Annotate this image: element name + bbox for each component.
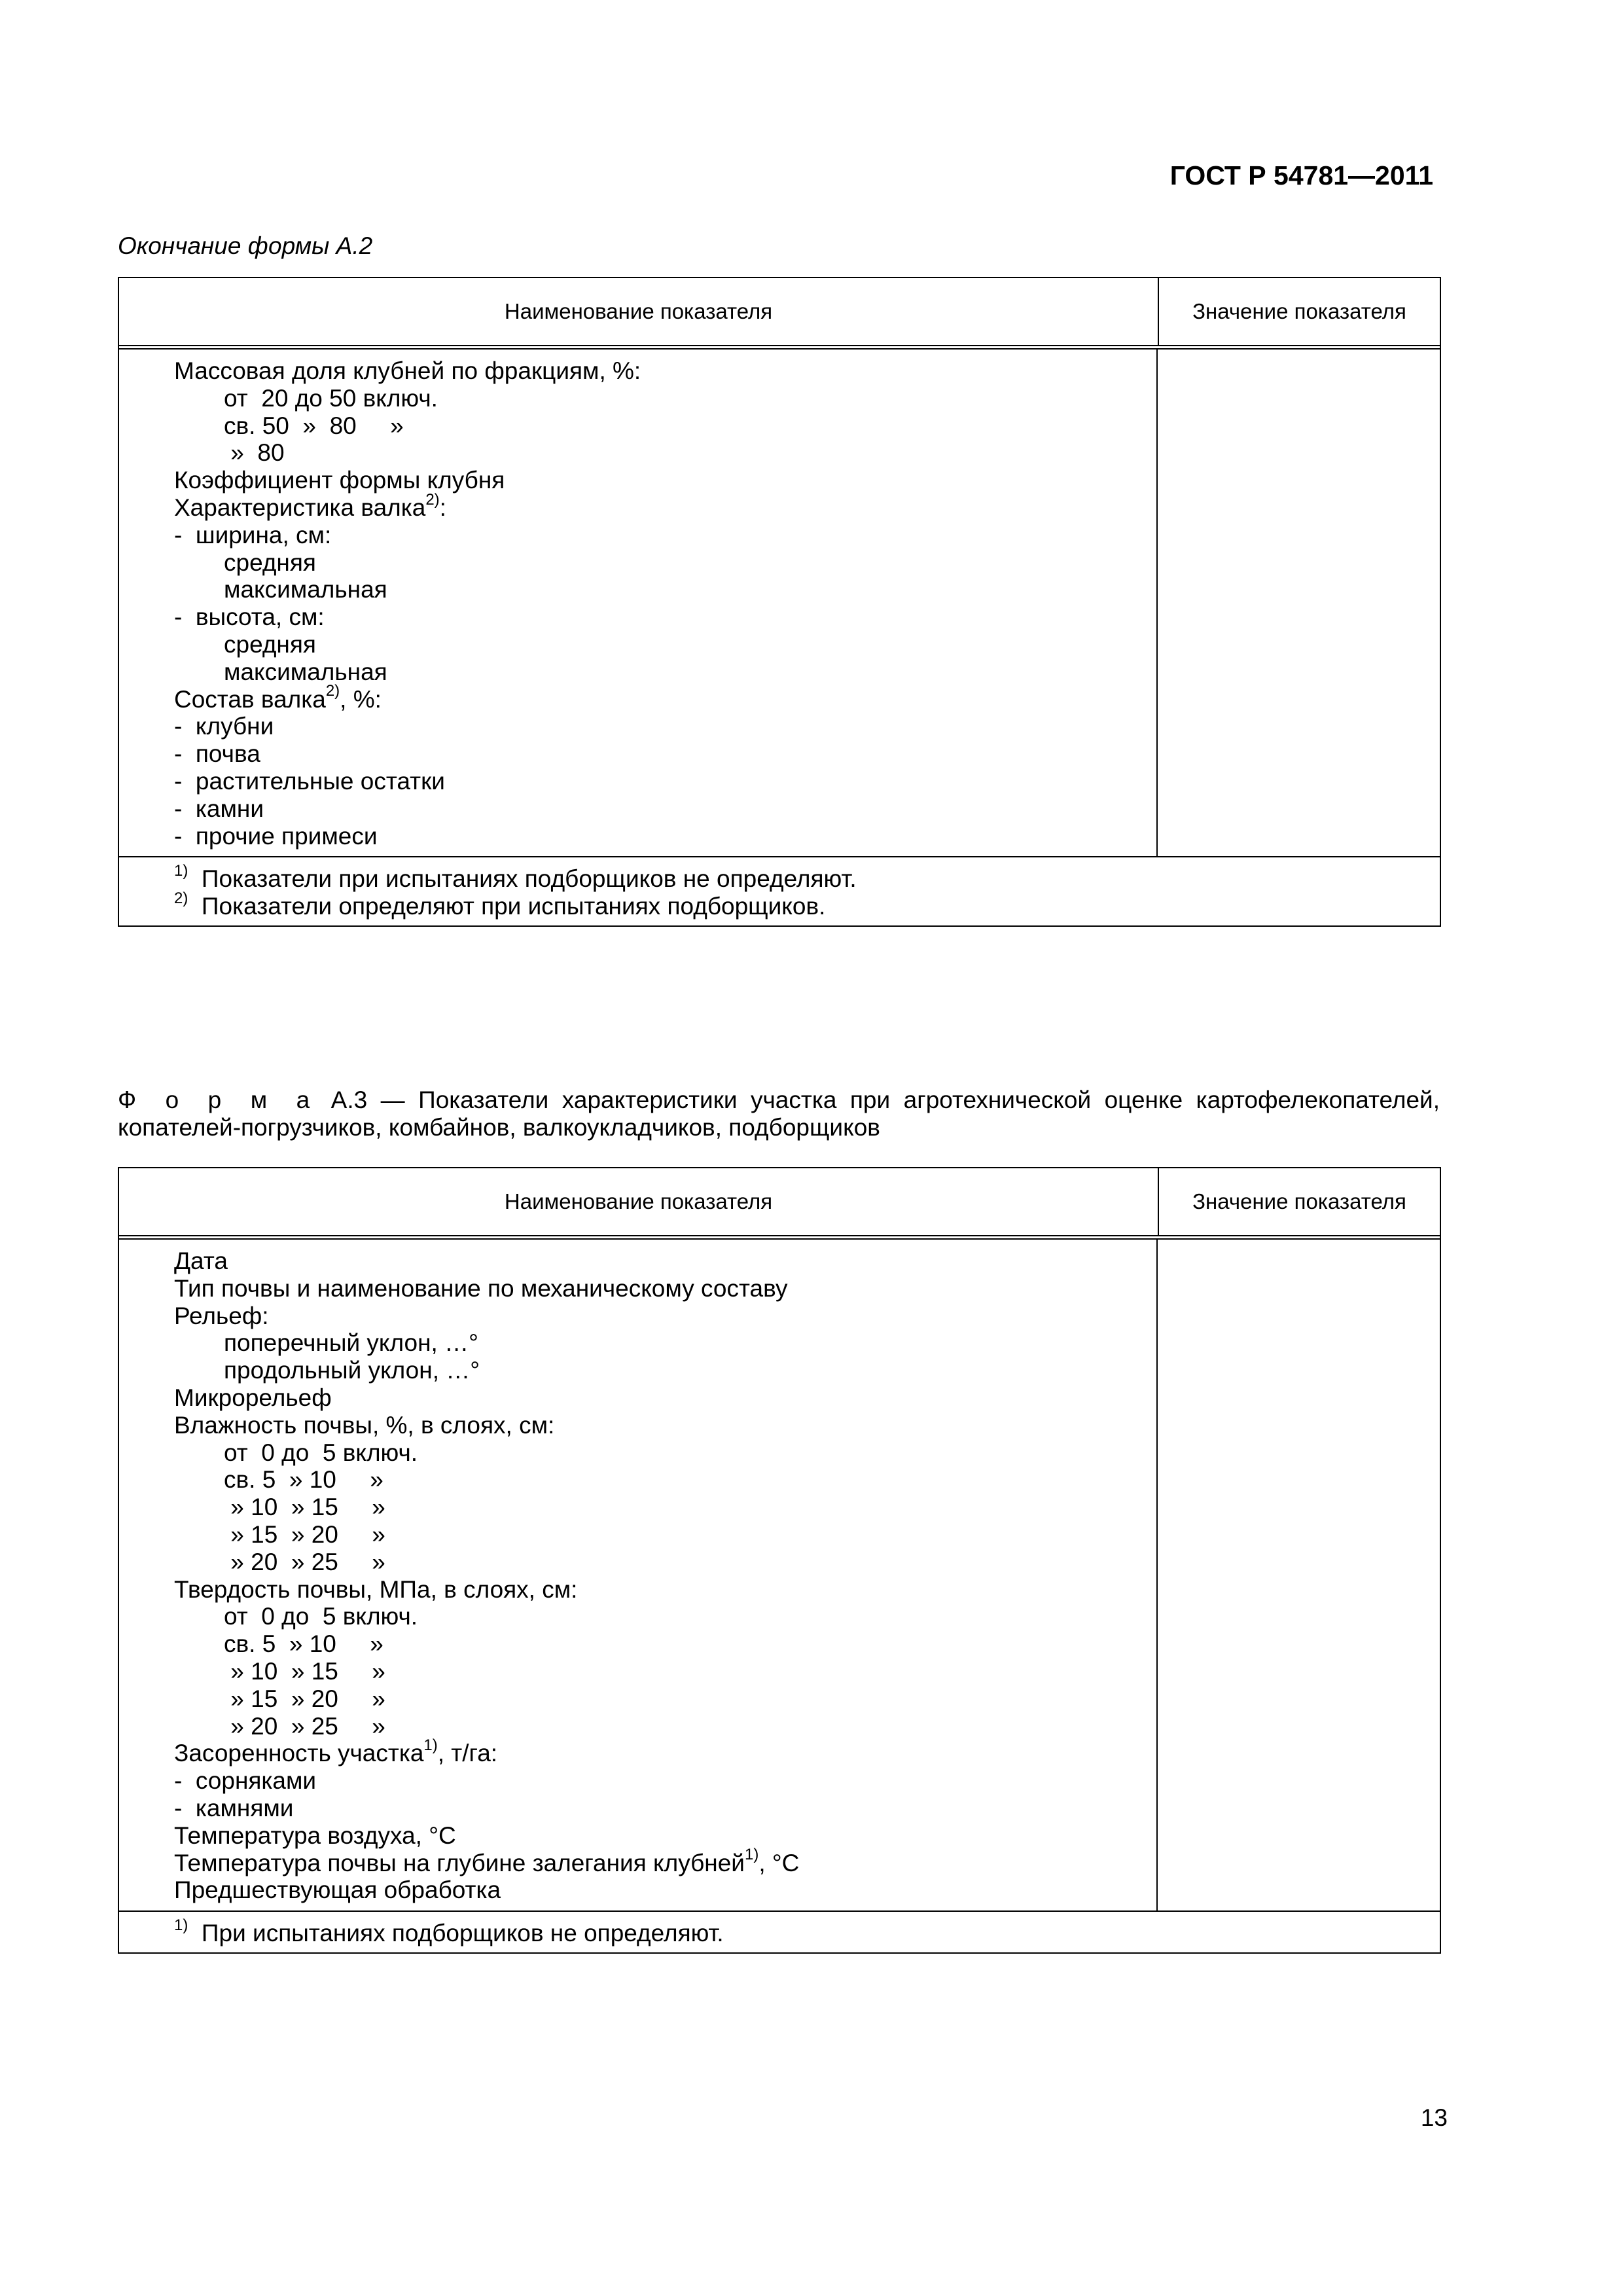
indicator-text: максимальная xyxy=(224,658,387,685)
footnote-text: Показатели определяют при испытаниях подборщиков. xyxy=(188,893,826,920)
indicator-text: поперечный уклон, …° xyxy=(224,1329,478,1357)
indicator-text: - высота, см: xyxy=(174,603,325,631)
indicator-row xyxy=(174,522,1156,549)
footnote-mark: 2) xyxy=(174,889,188,908)
indicator-text: » 10 » 15 » xyxy=(224,1494,385,1521)
indicator-text: Дата xyxy=(174,1247,228,1274)
indicator-row xyxy=(174,1846,1156,1877)
indicator-text: Коэффициент формы клубня xyxy=(174,467,505,494)
indicator-row xyxy=(174,1494,1156,1521)
indicator-text-tail: , т/га: xyxy=(437,1740,498,1767)
indicator-text: - растительные остатки xyxy=(174,767,445,795)
footnote-text: При испытаниях подборщиков не определяют. xyxy=(188,1920,724,1947)
footnote-ref: 2) xyxy=(325,682,340,700)
footnote-mark: 1) xyxy=(174,862,188,880)
indicator-row xyxy=(174,1576,1156,1604)
indicator-text: максимальная xyxy=(224,576,387,603)
indicator-row xyxy=(174,682,1156,713)
footnote-text: Показатели при испытаниях подборщиков не определяют. xyxy=(188,865,857,893)
form-title: А.3 — Показатели характеристики участка при агротехнической оценке картофелекопателей, копателей-погрузчиков, комбайнов, валкоукладчиков, подборщиков xyxy=(118,1086,1440,1141)
indicator-row xyxy=(174,1685,1156,1713)
indicator-row xyxy=(174,1247,1156,1275)
column-header-value: Значение показателя xyxy=(1192,299,1406,323)
indicator-text: » 15 » 20 » xyxy=(224,1685,385,1712)
indicator-row xyxy=(174,412,1156,440)
indicator-row xyxy=(174,1329,1156,1357)
indicator-text: Температура воздуха, °С xyxy=(174,1821,456,1849)
indicator-text: - камнями xyxy=(174,1794,294,1821)
indicator-row xyxy=(174,795,1156,823)
indicator-row xyxy=(174,1603,1156,1630)
indicator-text: » 20 » 25 » xyxy=(224,1548,385,1575)
indicator-row xyxy=(174,631,1156,658)
indicator-row xyxy=(174,603,1156,631)
table-a2-caption: Окончание формы А.2 xyxy=(118,232,373,259)
footnote-ref: 1) xyxy=(423,1736,438,1755)
indicator-row xyxy=(174,490,1156,522)
indicator-text: средняя xyxy=(224,630,316,658)
indicator-text: - камни xyxy=(174,795,264,822)
indicator-row xyxy=(174,1795,1156,1822)
indicator-text: - ширина, см: xyxy=(174,521,332,548)
indicator-row xyxy=(174,385,1156,412)
table-a3-header xyxy=(119,1168,1440,1240)
indicator-text: Температура почвы на глубине залегания клубней xyxy=(174,1849,745,1876)
indicator-text: от 20 до 50 включ. xyxy=(224,384,438,412)
indicator-text: продольный уклон, …° xyxy=(224,1357,480,1384)
indicator-text: - прочие примеси xyxy=(174,822,378,850)
indicator-text: » 20 » 25 » xyxy=(224,1712,385,1740)
indicator-text: от 0 до 5 включ. xyxy=(224,1603,418,1630)
indicator-text: Тип почвы и наименование по механическому составу xyxy=(174,1274,788,1302)
indicator-text: - сорняками xyxy=(174,1767,317,1795)
indicator-row xyxy=(174,549,1156,577)
table-a2-header xyxy=(119,278,1440,350)
indicator-row xyxy=(174,1521,1156,1549)
form-a3-caption xyxy=(118,1086,1440,1141)
indicator-text: средняя xyxy=(224,548,316,576)
indicator-text: Характеристика валка xyxy=(174,493,426,521)
value-cell xyxy=(1158,350,1440,856)
indicator-text-tail: : xyxy=(439,493,446,521)
indicator-text-tail: , °С xyxy=(758,1849,800,1876)
indicator-row xyxy=(174,1658,1156,1685)
indicator-row xyxy=(174,357,1156,385)
table-a2 xyxy=(118,277,1441,927)
indicator-row xyxy=(174,713,1156,740)
indicator-row xyxy=(174,576,1156,603)
indicator-row xyxy=(174,1302,1156,1330)
footnote xyxy=(174,862,1440,893)
indicator-row xyxy=(174,1357,1156,1384)
indicator-row xyxy=(174,658,1156,686)
indicator-text: Микрорельеф xyxy=(174,1384,332,1411)
column-header-name: Наименование показателя xyxy=(119,1168,1159,1235)
indicator-text: Засоренность участка xyxy=(174,1740,424,1767)
value-cell xyxy=(1158,1240,1440,1910)
indicator-row xyxy=(174,1549,1156,1576)
column-header-value: Значение показателя xyxy=(1192,1189,1406,1213)
indicator-row xyxy=(174,1384,1156,1412)
indicator-text: » 15 » 20 » xyxy=(224,1520,385,1548)
footnote-ref: 1) xyxy=(744,1846,759,1864)
indicator-list xyxy=(119,1240,1158,1910)
table-a2-body xyxy=(119,350,1440,856)
footnote-ref: 2) xyxy=(425,490,440,509)
indicator-text: Рельеф: xyxy=(174,1302,269,1329)
indicator-text: от 0 до 5 включ. xyxy=(224,1439,418,1466)
indicator-row xyxy=(174,467,1156,494)
indicator-row xyxy=(174,1466,1156,1494)
indicator-text: св. 5 » 10 » xyxy=(224,1630,383,1658)
table-a3-footnotes xyxy=(119,1910,1440,1952)
indicator-row xyxy=(174,1630,1156,1658)
form-label: Ф о р м а xyxy=(118,1086,318,1113)
indicator-text: Твердость почвы, МПа, в слоях, см: xyxy=(174,1575,578,1603)
indicator-row xyxy=(174,740,1156,768)
indicator-row xyxy=(174,823,1156,850)
indicator-text: - клубни xyxy=(174,713,274,740)
indicator-row xyxy=(174,1713,1156,1740)
indicator-row xyxy=(174,439,1156,467)
indicator-text: Предшествующая обработка xyxy=(174,1876,501,1904)
indicator-row xyxy=(174,1767,1156,1795)
table-a3 xyxy=(118,1167,1441,1954)
indicator-text: Влажность почвы, %, в слоях, см: xyxy=(174,1411,555,1439)
indicator-row xyxy=(174,1412,1156,1439)
footnote xyxy=(174,1916,1440,1947)
indicator-text: - почва xyxy=(174,740,260,768)
indicator-text: св. 5 » 10 » xyxy=(224,1466,383,1494)
table-a3-body xyxy=(119,1240,1440,1910)
indicator-text: » 10 » 15 » xyxy=(224,1657,385,1685)
indicator-row xyxy=(174,1439,1156,1467)
page-number: 13 xyxy=(1420,2104,1448,2131)
indicator-row xyxy=(174,1822,1156,1850)
column-header-name: Наименование показателя xyxy=(119,278,1159,345)
indicator-text: » 80 xyxy=(224,439,285,467)
indicator-row xyxy=(174,1275,1156,1302)
footnote xyxy=(174,889,1440,920)
indicator-text: Массовая доля клубней по фракциям, %: xyxy=(174,357,641,384)
indicator-text: св. 50 » 80 » xyxy=(224,412,404,439)
table-a2-footnotes xyxy=(119,856,1440,925)
indicator-text: Состав валка xyxy=(174,685,326,713)
footnote-mark: 1) xyxy=(174,1916,188,1934)
indicator-text-tail: , %: xyxy=(340,685,382,713)
indicator-row xyxy=(174,1736,1156,1767)
indicator-row xyxy=(174,1876,1156,1904)
document-id: ГОСТ Р 54781—2011 xyxy=(1169,160,1433,190)
indicator-list xyxy=(119,350,1158,856)
indicator-row xyxy=(174,768,1156,795)
